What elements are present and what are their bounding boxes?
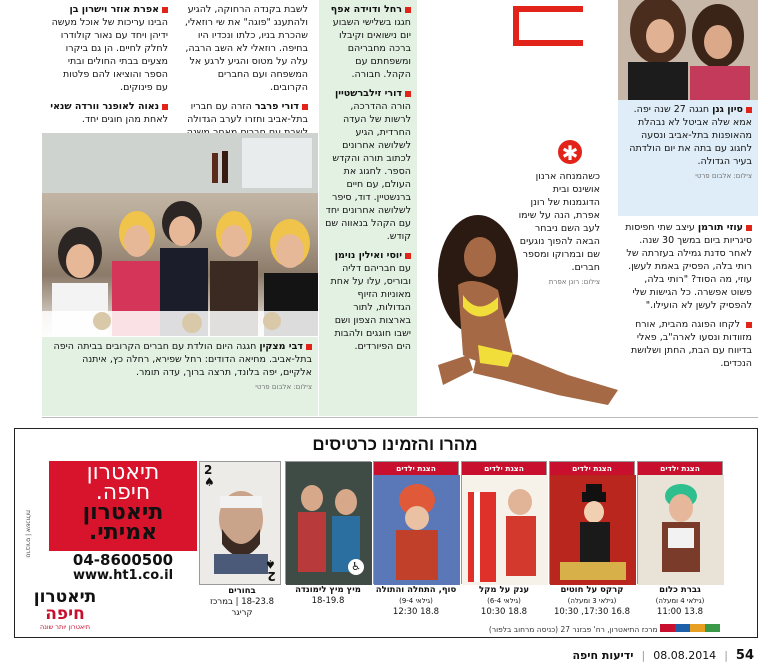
show-dates: 18-19.8 — [311, 596, 345, 606]
ticket-caption — [637, 585, 723, 618]
logo-tagline: תיאטרון יותר שונה — [39, 623, 91, 631]
show-ticket[interactable] — [373, 461, 459, 584]
sivan-caption — [618, 100, 758, 216]
logo-line-2: חיפה — [45, 604, 85, 624]
model-text: כשהמנחה ארנון אושינס ובית הדוגמנות של רונן אפרת, הנה על שימו לעב השם ניבחר הבאה להפוך נוגעים שם ובמרוקו ומספר חברים. צילום: רונן אפרת — [512, 170, 604, 350]
show-ticket[interactable] — [637, 461, 723, 584]
slogan-line-1: תיאטרון — [82, 500, 164, 525]
ticket-caption — [285, 585, 371, 607]
show-ages: (גילאי 3 ומעלה) — [567, 597, 617, 605]
ticket-caption — [199, 586, 285, 619]
person-name: דורי פרבר — [254, 101, 299, 112]
publication-date: 08.08.2014 — [653, 649, 717, 662]
show-ages: (גילאי 6-4) — [487, 597, 521, 605]
paragraph: רחל ודוידה אפף חגגו בשלישי השבוע יום נישואים וקיבלו ברכה מחבריהם ומשפחתם עם הקהל. חבורה. — [330, 4, 411, 80]
paragraph-text: לשבת בקנדה הרחוקה, להגיע ולהתענג "פוגה" את שי רוזאלי, שהכרת בניו, כלתו ונכדיו היו בחיפה. רוזאלי לא השב הרבה, עלה על מטוס והגיע לרגע אל המשפחה ועם החברים הקרובים. — [184, 4, 308, 93]
paragraph — [180, 3, 308, 94]
photo-credit: צילום: רונן אפרת — [548, 278, 600, 286]
asterisk-icon: ✱ — [558, 140, 582, 164]
show-ages: (גילאי 4 ומעלה) — [655, 597, 705, 605]
show-title: סוף, התחלה והתולה — [375, 585, 457, 595]
red-square-bullet — [746, 225, 752, 231]
person-name: יוסי ואילין נוימן — [334, 250, 402, 261]
show-ticket[interactable] — [549, 461, 635, 584]
show-poster — [374, 462, 460, 585]
red-square-bullet — [405, 7, 411, 13]
show-poster — [638, 462, 724, 585]
red-square-bullet — [306, 344, 312, 350]
model-feature — [418, 0, 608, 416]
brand-line-2: חיפה. — [95, 480, 151, 505]
sponsor-logos — [660, 624, 720, 632]
person-name: רחל ודוידה אפף — [330, 4, 402, 15]
person-name: נאוה לאופנר וורדה שנאי — [50, 101, 159, 112]
paragraph-text: הזרה עם חבריו בתל-אביב וחזרו לערב הגדולה — [187, 101, 308, 125]
person-name: דבי מצקין — [259, 341, 303, 352]
paragraph — [48, 100, 168, 126]
spade-icon: ♠ — [204, 475, 215, 489]
paragraph — [48, 3, 168, 94]
show-dates: 13.8 11:00 — [656, 607, 704, 617]
paragraph: דורי זילברשטיין הורה ההדרכה, לרשות של העדה החרדית, הגיע לשלושה אחרונים לכתוב תורה והקדש הספר. לחגוג את העולם, עם חיים ברנשטיין. דוד, סיפר לשלושה אחרונים יחד עם הקהל בנאווה שם קודש. — [325, 88, 411, 242]
ad-headline: מהרו והזמינו כרטיסים — [312, 435, 478, 454]
ticket-caption — [373, 585, 459, 618]
party-photo — [42, 133, 318, 336]
ad-side-text: טרבורס | אשכולות — [24, 509, 32, 558]
page-footer: 54 | 08.08.2014 | ידיעות חיפה — [0, 645, 768, 667]
theater-logo — [23, 589, 107, 631]
caption-text: דבי מצקין חגגה היום הולדת עם חברים הקרובים בביתה היפה בתל-אביב. מחיאה הדודים: רחל שפירא, רחלה כץ, איתנה אלקיים, יפה בלונד, תרצה ברוך, עדה תומר. — [53, 341, 312, 378]
ad-footer — [300, 624, 720, 636]
show-title: מיץ מיץ לימונדה — [295, 585, 361, 595]
model-photo — [418, 205, 608, 415]
brand-line-1: תיאטרון — [86, 460, 160, 485]
ticket-caption — [549, 585, 635, 618]
card-rank-bottom: 2 ♠ — [265, 557, 276, 583]
show-poster — [550, 462, 636, 585]
kids-show-tag: הצגת ילדים — [550, 462, 634, 475]
editorial-page — [42, 0, 758, 418]
red-square-bullet — [405, 253, 411, 259]
person-name: עוזי תורמן — [697, 222, 743, 233]
red-square-bullet — [746, 322, 752, 328]
person-name: דורי זילברשטיין — [334, 88, 402, 99]
red-square-bullet — [162, 7, 168, 13]
red-square-bullet — [302, 104, 308, 110]
paragraph: לקחו הפוגה מהבית, אורח מזוודות ונסעו לארה"ב, פאלי בדיווח עם הבת, החתן ושלושת הנכדים. — [630, 319, 752, 369]
show-dates: 18-23.8 | במרכז קריגר — [209, 597, 274, 618]
photo-credit: צילום: אלבום פרטי — [255, 383, 312, 391]
show-title: קרקס על חוטים — [560, 585, 624, 595]
column-3 — [319, 0, 417, 416]
show-ticket[interactable] — [461, 461, 547, 584]
bracket-graphic — [513, 6, 583, 46]
show-dates: 18.8 10:30 — [480, 607, 528, 617]
phone-number: 04-8600500 — [72, 551, 174, 569]
column-5 — [618, 0, 758, 416]
kids-show-tag: הצגת ילדים — [462, 462, 546, 475]
contact-box — [49, 551, 197, 585]
venue-address: מרכז התיאטרון, רח' פבזנר 27 (כניסה מרחוב בלפור) — [488, 625, 658, 634]
person-name: סיון גנן — [712, 104, 743, 115]
caption-text: סיון גנן חגגה 27 שנה יפה. אמא שלה אביטל לא נבהלת מהאופנות בתל-אביב ונסעה לחגוג עם בתה את יום הולדתה בעיר הגדולה. — [629, 104, 752, 167]
party-photo-caption — [42, 337, 318, 416]
show-title: ענק על מקל — [478, 585, 530, 595]
red-square-bullet — [405, 91, 411, 97]
sivan-photo — [618, 0, 758, 100]
show-dates: 16.8 17:30, 10:30 — [553, 607, 631, 617]
slogan-line-2: אמיתי. — [88, 520, 158, 545]
spade-icon: ♠ — [265, 557, 276, 571]
publication-name: ידיעות חיפה — [572, 649, 634, 662]
column-2 — [174, 0, 314, 132]
paragraph-text: הבינו עריכות של אוכל מעשה ידיהן ויחד עם נאור קולודרו לחלק לחיים. הן גם ביקרו מצעים בבתי החולים ובתי הספר והוציאו להם פלטות עם פינוקים. — [51, 17, 168, 93]
card-rank-top: 2 ♠ — [204, 463, 215, 489]
logo-line-1: תיאטרון — [33, 587, 97, 607]
paragraph: יוסי ואילין נוימן עם חבריהם דליה ובוריס, עלו על אחת מאוניות הזיוף הגדולות, לתור בארצות הצפון ושם ישבו חוגגים ולהבות הים הפיורדים. — [330, 250, 411, 352]
paragraph-text: לאחת מהן חוגים יחד. — [81, 114, 168, 125]
playing-card — [199, 461, 281, 585]
show-dates: 18.8 12:30 — [392, 607, 440, 617]
show-poster — [462, 462, 548, 585]
kids-show-tag: הצגת ילדים — [374, 462, 458, 475]
photo-credit: צילום: אלבום פרטי — [695, 172, 752, 180]
website-link[interactable]: www.ht1.co.il — [72, 568, 174, 583]
paragraph: עוזי תורמן עיצב שתי חפיסות סיגריות ביום במשך 30 שנה. לאחר סדנת גמילה בעזרתה של רותי בלה, הפסיק באמת לעשן. עוזי, מה הסוד? "רותי בלה, פשוט אפשרה. כל הגישות שלי להפסיק לעשן לא הועילו." — [625, 222, 752, 311]
column-5-text — [618, 218, 758, 416]
slogan-box — [49, 461, 197, 585]
card-face-illustration — [210, 474, 272, 574]
show-title: בחורים — [228, 586, 256, 596]
ticket-caption — [461, 585, 547, 618]
red-square-bullet — [162, 104, 168, 110]
red-square-bullet — [746, 107, 752, 113]
page-number: 54 — [735, 648, 754, 663]
show-ages: (גילאי 9-4) — [399, 597, 433, 605]
show-ticket[interactable] — [285, 461, 371, 584]
kids-show-tag: הצגת ילדים — [638, 462, 722, 475]
person-name: אפרת אוזר וישרון בן — [69, 4, 159, 15]
party-photo-illustration — [42, 133, 318, 336]
show-title: גברת כלום — [659, 585, 701, 595]
handicap-icon: ♿ — [348, 559, 364, 575]
